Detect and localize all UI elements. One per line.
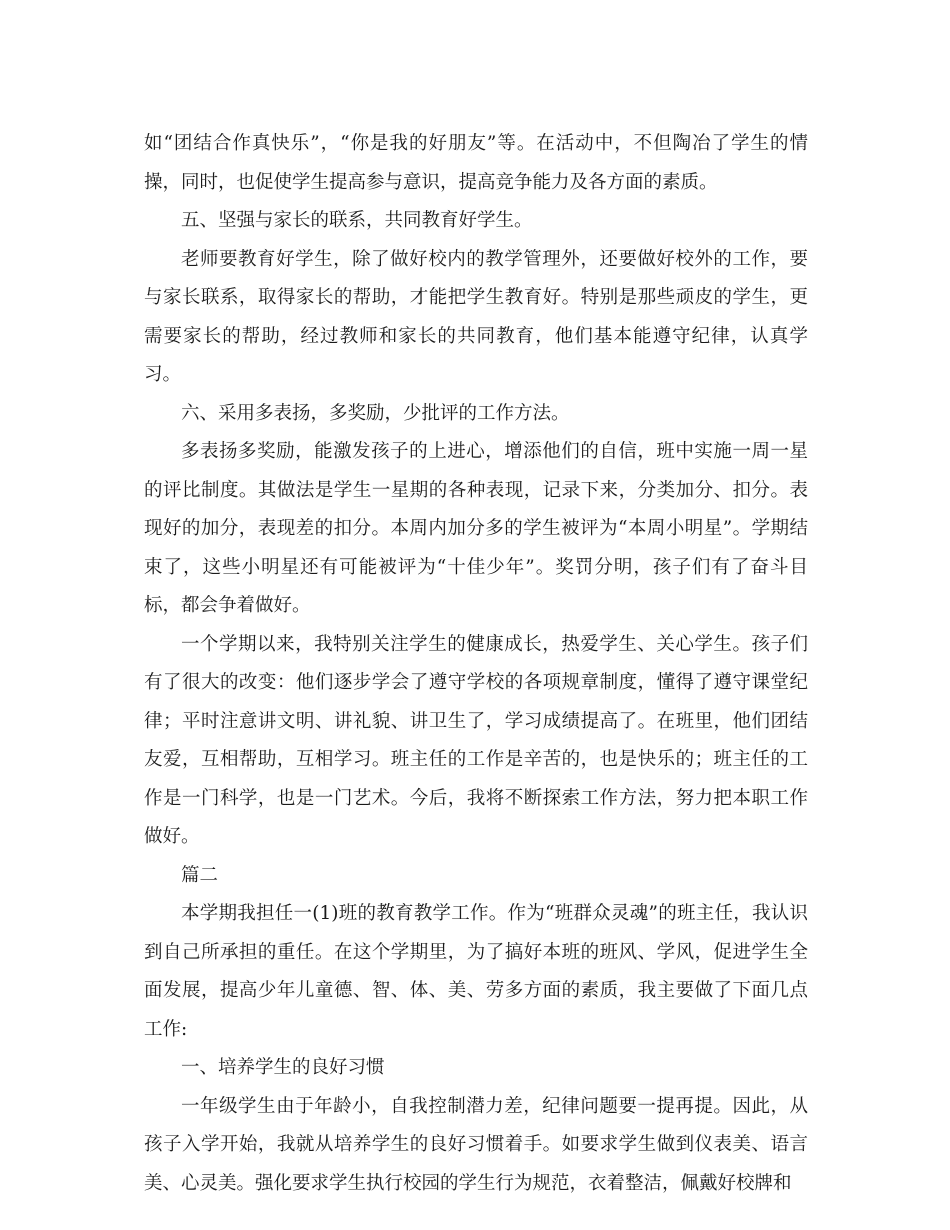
section-heading-6: 六、采用多表扬，多奖励，少批评的工作方法。 [181, 402, 570, 424]
paragraph: 老师要教育好学生，除了做好校内的教学管理外，还要做好校外的工作，要与家长联系，取得家长的帮助，才能把学生教育好。特别是那些顽皮的学生，更需要家长的帮助，经过教师和家长的共同教育，他们基本能遵守纪律，认真学习。 [144, 248, 808, 385]
paragraph: 一年级学生由于年龄小，自我控制潜力差，纪律问题要一提再提。因此，从孩子入学开始，我就从培养学生的良好习惯着手。如要求学生做到仪表美、语言美、心灵美。强化要求学生执行校园的学生行为规范，衣着整洁，佩戴好校牌和 [144, 1095, 808, 1194]
section-heading-5: 五、坚强与家长的联系，共同教育好学生。 [181, 210, 533, 231]
section-heading-1: 一、培养学生的良好习惯 [181, 1057, 385, 1078]
paragraph: 本学期我担任一(1)班的教育教学工作。作为“班群众灵魂”的班主任，我认识到自己所承担的重任。在这个学期里，为了搞好本班的班风、学风，促进学生全面发展，提高少年儿童德、智、体、美、劳多方面的素质，我主要做了下面几点工作: [144, 903, 808, 1040]
document-body [144, 125, 808, 1203]
paragraph: 一个学期以来，我特别关注学生的健康成长，热爱学生、关心学生。孩子们有了很大的改变：他们逐步学会了遵守学校的各项规章制度，懂得了遵守课堂纪律；平时注意讲文明、讲礼貌、讲卫生了，学习成绩提高了。在班里，他们团结友爱，互相帮助，互相学习。班主任的工作是辛苦的，也是快乐的；班主任的工作是一门科学，也是一门艺术。今后，我将不断探索工作方法，努力把本职工作做好。 [144, 633, 808, 847]
paragraph: 多表扬多奖励，能激发孩子的上进心，增添他们的自信，班中实施一周一星的评比制度。其做法是学生一星期的各种表现，记录下来，分类加分、扣分。表现好的加分，表现差的扣分。本周内加分多的学生被评为“本周小明星”。学期结束了，这些小明星还有可能被评为“十佳少年”。奖罚分明，孩子们有了奋斗目标，都会争着做好。 [144, 441, 808, 616]
part-title: 篇二 [181, 864, 219, 886]
paragraph-continuation: 如“团结合作真快乐”，“你是我的好朋友”等。在活动中，不但陶冶了学生的情操，同时，也促使学生提高参与意识，提高竞争能力及各方面的素质。 [144, 133, 808, 193]
